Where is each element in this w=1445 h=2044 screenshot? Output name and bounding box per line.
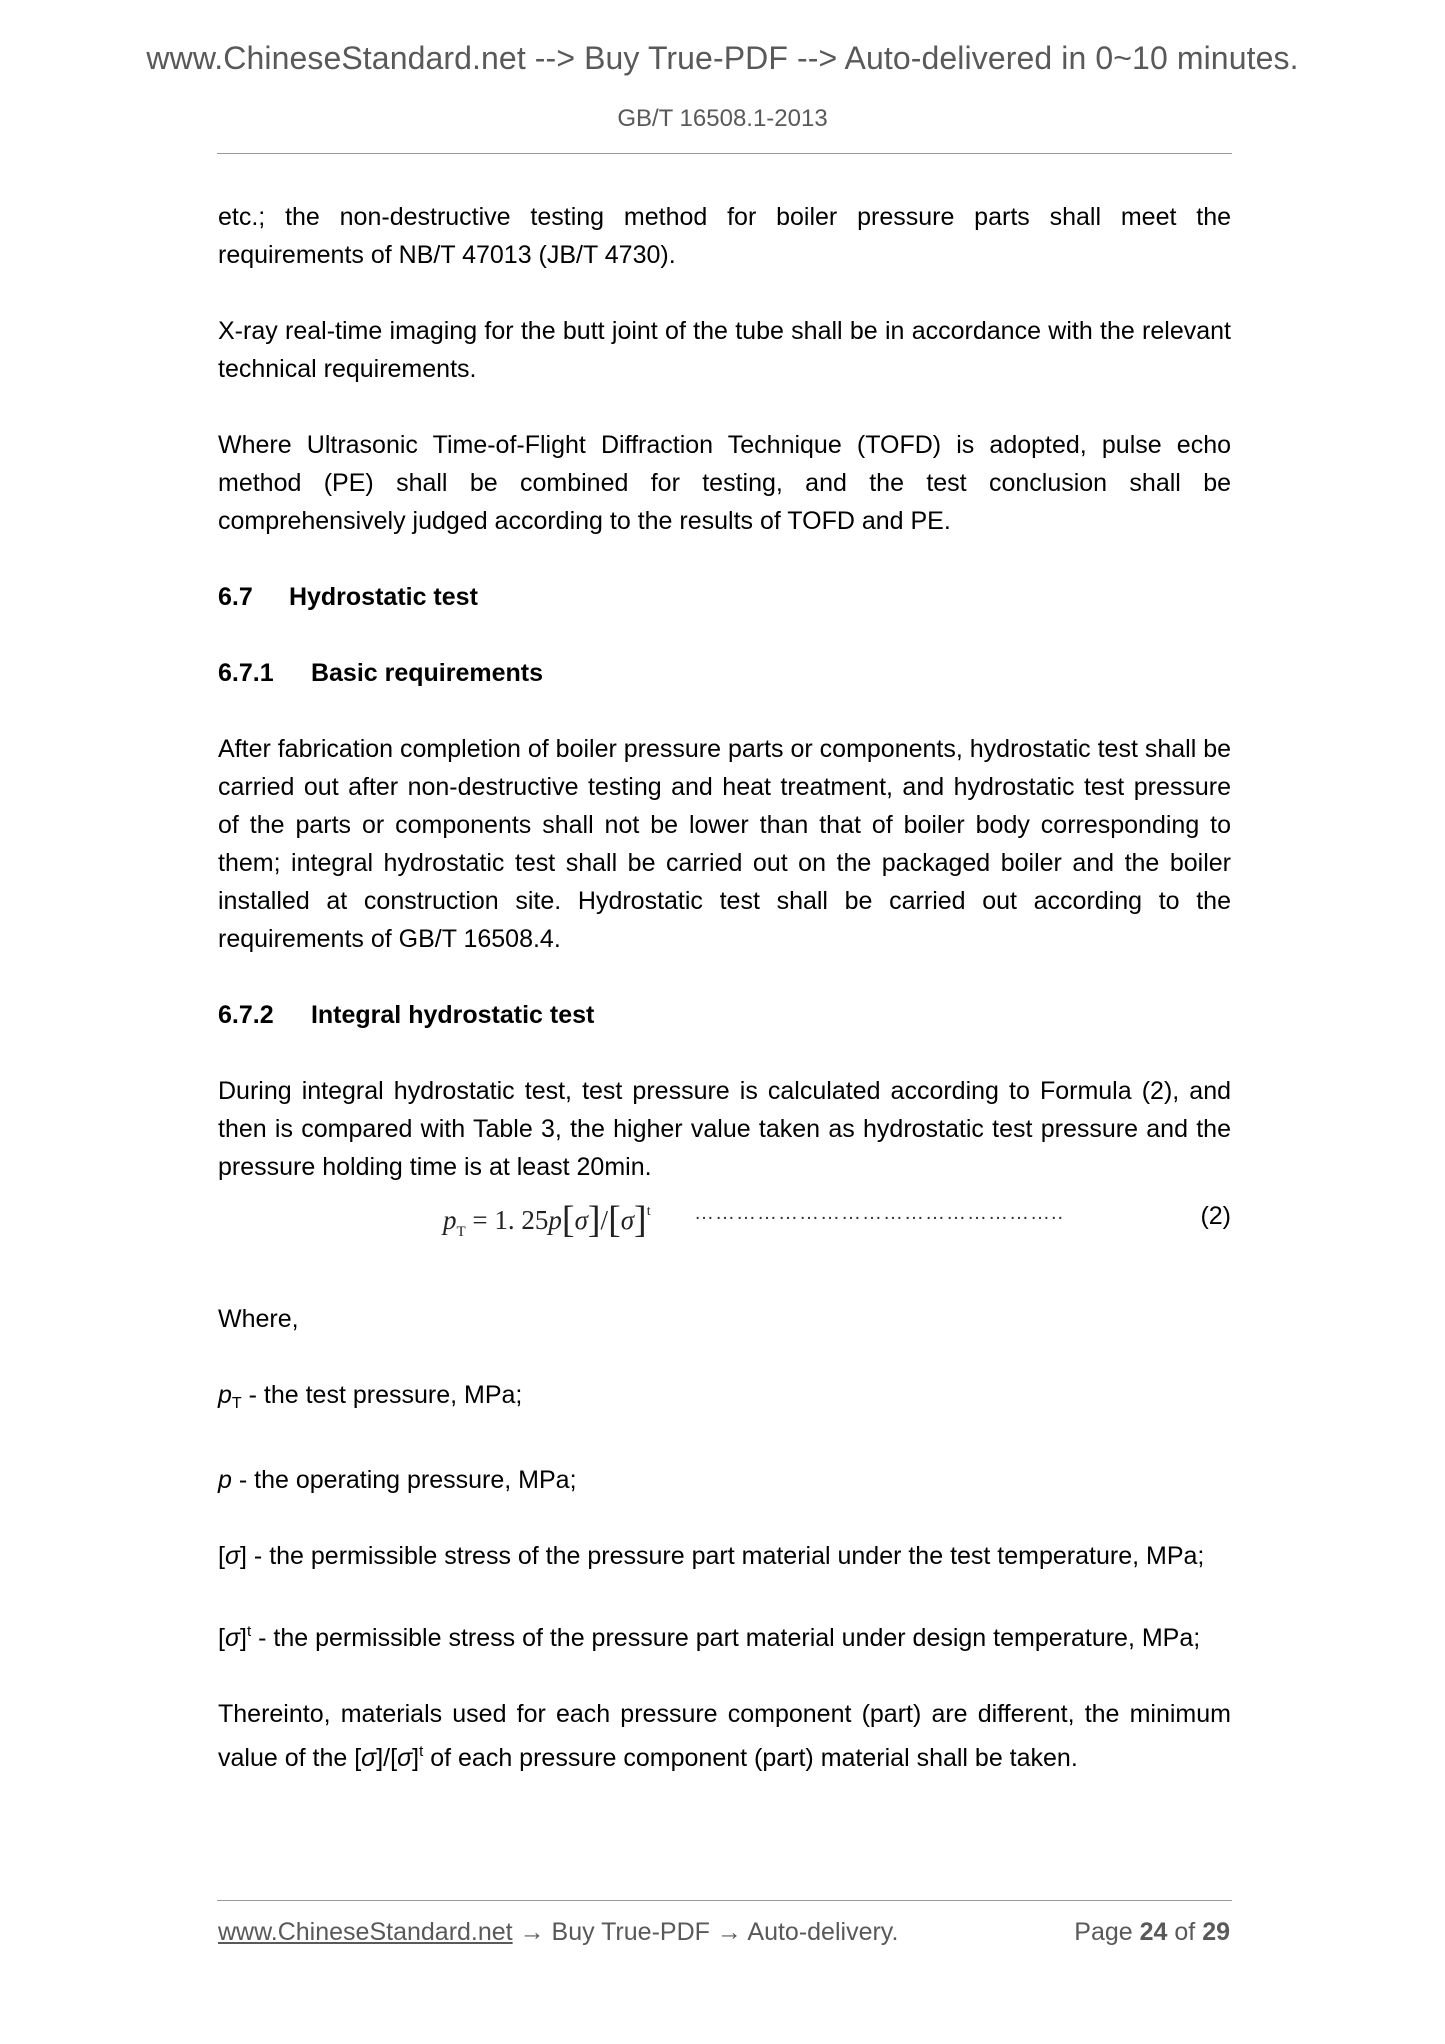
total-pages: 29 [1202,1918,1230,1946]
section-6-7-2-heading [218,996,1231,1034]
section-number: 6.7 [218,583,253,611]
header-divider [217,153,1232,154]
section-number: 6.7.2 [218,1001,274,1029]
footer-tagline: → Buy True-PDF → Auto-delivery. [512,1918,899,1946]
current-page: 24 [1139,1918,1168,1946]
section-number: 6.7.1 [218,659,274,687]
footer-divider [217,1900,1232,1901]
definition-permissible-stress-test: [σ] - the permissible stress of the pressure part material under the test temperature, MPa; [218,1542,1205,1570]
page-indicator: Page 24 of 29 [1074,1918,1230,1946]
section-title: Hydrostatic test [288,583,478,611]
where-label: Where, [218,1305,299,1333]
section-6-7-heading [218,578,1231,616]
definition-operating-pressure: p - the operating pressure, MPa; [218,1466,577,1494]
top-banner: www.ChineseStandard.net --> Buy True-PDF --> Auto-delivered in 0~10 minutes. [146,40,1299,76]
definition-permissible-stress-design: $[\sigma]^t$ - the permissible stress of the pressure part material under design temperature, MPa; [218,1623,1201,1652]
formula-leader-dots: …………………………………………….. [694,1202,1065,1224]
paragraph-thereinto: Thereinto, materials used for each pressure component (part) are different, the minimum value of the $[\sigma]/[\sigma]^t$ of each pressure component (part) material shall be taken. [218,1700,1231,1772]
paragraph-xray: X-ray real-time imaging for the butt joint of the tube shall be in accordance with the relevant technical requirements. [218,317,1231,383]
formula-number: (2) [1200,1202,1231,1230]
footer-site-link[interactable]: www.ChineseStandard.net [218,1918,513,1946]
formula-expression: $p_T = 1$. $25p[\sigma]/[\sigma]^t$ [443,1199,651,1241]
paragraph-basic-requirements: After fabrication completion of boiler pressure parts or components, hydrostatic test shall be carried out after non-destructive testing and heat treatment, and hydrostatic test pressure of the parts or components shall not be lower than that of boiler body corresponding to them; integral hydrostatic test shall be carried out on the packaged boiler and the boiler installed at construction site. Hydrostatic test shall be carried out according to the requirements of GB/T 16508.4. [218,735,1232,953]
section-title: Basic requirements [310,659,543,687]
standard-number: GB/T 16508.1-2013 [617,105,828,132]
paragraph-ndt: etc.; the non-destructive testing method for boiler pressure parts shall meet the requirements of NB/T 47013 (JB/T 4730). [218,203,1231,269]
page-content [218,198,1231,1815]
definition-test-pressure: $p_T$ - the test pressure, MPa; [218,1381,523,1412]
section-title: Integral hydrostatic test [310,1001,595,1029]
paragraph-integral-test: During integral hydrostatic test, test pressure is calculated according to Formula (2), and then is compared with Table 3, the higher value taken as hydrostatic test pressure and the pressure holding time is at least 20min. [218,1077,1231,1181]
section-6-7-1-heading [218,654,1231,692]
formula-2 [218,1198,1231,1248]
page-footer [218,1918,1230,1947]
paragraph-tofd: Where Ultrasonic Time-of-Flight Diffraction Technique (TOFD) is adopted, pulse echo method (PE) shall be combined for testing, and the test conclusion shall be comprehensively judged according to the results of TOFD and PE. [218,431,1231,535]
